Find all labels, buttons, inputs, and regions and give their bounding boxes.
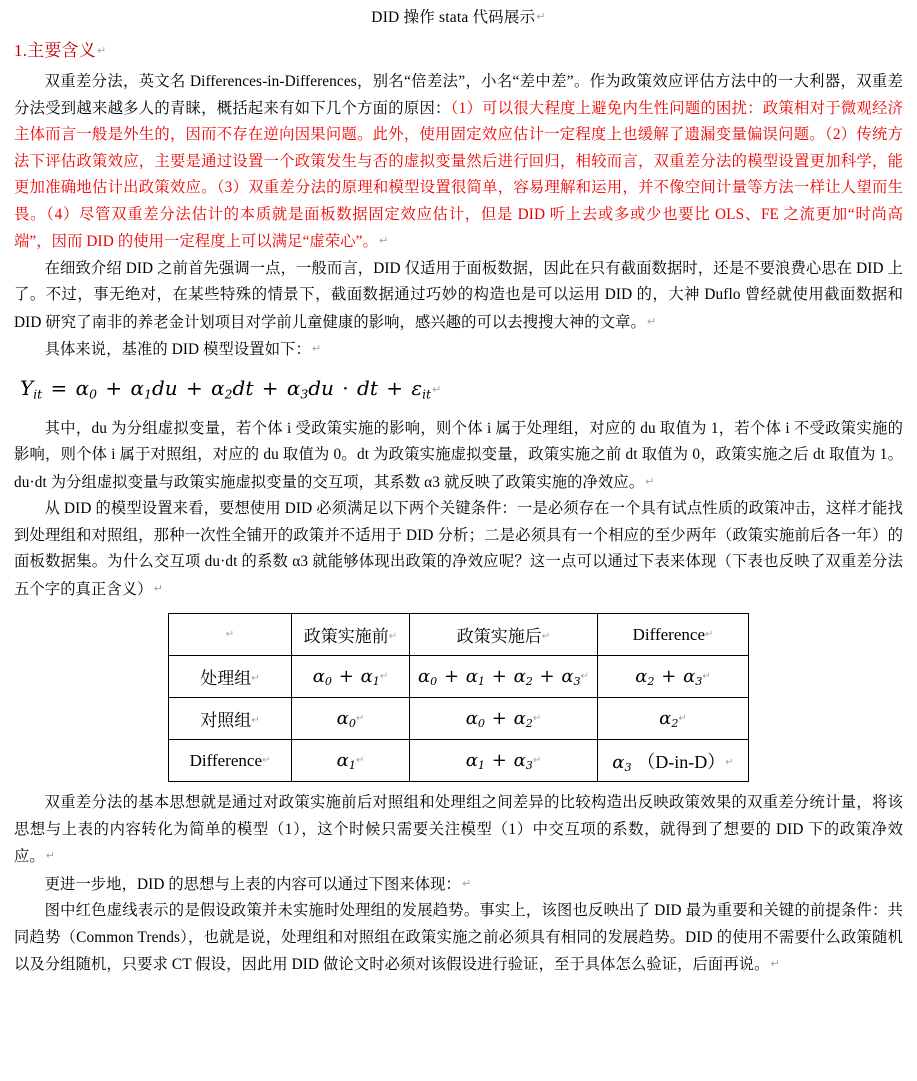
treatment-difference-expression: $\alpha_2 + \alpha_3$ bbox=[635, 665, 703, 689]
paragraph-mark-icon: ↵ bbox=[645, 474, 655, 488]
paragraph-figure-intro bbox=[14, 871, 903, 899]
paragraph-2-text: 在细致介绍 DID 之前首先强调一点，一般而言，DID 仅适用于面板数据，因此在只有截面数据时，还是不要浪费心思在 DID 上了。不过，事无绝对，在某些特殊的情景下，截面数据通过巧妙的构造也是可以运用 DID 的，大神 Duflo 曾经就使用截面数据和 DID 研究了南非的养老金计划项目对学前儿童健康的影响，感兴趣的可以去搜搜大神的文章。 bbox=[14, 259, 903, 331]
table-cell-corner-blank bbox=[169, 614, 292, 656]
table-header-difference bbox=[598, 614, 749, 656]
paragraph-mark-icon: ↵ bbox=[225, 628, 235, 640]
table-row-header bbox=[169, 614, 749, 656]
control-before-expression: $\alpha_0$ bbox=[336, 707, 356, 731]
table-cell-control-before bbox=[292, 698, 410, 740]
paragraph-variable-definitions bbox=[14, 416, 903, 497]
control-group-label: 对照组 bbox=[200, 711, 252, 731]
control-difference-expression: $\alpha_2$ bbox=[659, 707, 679, 731]
control-after-expression: $\alpha_0 + \alpha_2$ bbox=[465, 707, 533, 731]
table-cell-difference-after bbox=[410, 740, 598, 782]
paragraph-mark-icon: ↵ bbox=[702, 670, 711, 682]
paragraph-key-conditions bbox=[14, 496, 903, 603]
paragraph-mark-icon: ↵ bbox=[153, 581, 163, 595]
paragraph-5-text: 从 DID 的模型设置来看，要想使用 DID 必须满足以下两个关键条件：一是必须存在一个具有试点性质的政策冲击，这样才能找到处理组和对照组，那种一次性全铺开的政策并不适用于 DID 分析；二是必须具有一个相应的至少两年（政策实施前后各一年）的面板数据集。为什么交互项 du·dt 的系数 α3 就能够体现出政策的净效应呢？这一点可以通过下表来体现（下表也反映了双重差分法五个字的真正含义） bbox=[14, 500, 903, 598]
paragraph-mark-icon: ↵ bbox=[261, 754, 271, 766]
din-d-note: （D-in-D） bbox=[637, 751, 726, 772]
paragraph-mark-icon: ↵ bbox=[704, 628, 714, 640]
table-header-after-policy bbox=[410, 614, 598, 656]
formula-expression: $Y_{it} = \alpha_0 + \alpha_1du + \alpha_2dt + \alpha_3du$ · dt + $\varepsilon_{it}$ bbox=[20, 375, 432, 401]
difference-before-expression: $\alpha_1$ bbox=[336, 749, 356, 773]
paragraph-mark-icon: ↵ bbox=[311, 342, 322, 355]
treatment-group-label: 处理组 bbox=[200, 669, 252, 689]
paragraph-mark-icon: ↵ bbox=[45, 849, 56, 863]
paragraph-4-text: 其中，du 为分组虚拟变量，若个体 i 受政策实施的影响，则个体 i 属于处理组，对应的 du 取值为 1，若个体 i 不受政策实施的影响，则个体 i 属于对照组，对应的 du 取值为 0。dt 为政策实施虚拟变量，政策实施之前 dt 取值为 0，政策实施之后 dt 取值为 1。du·dt 为分组虚拟变量与政策实施虚拟变量的交互项，其系数 α3 就反映了政策实施的净效应。 bbox=[14, 419, 903, 491]
paragraph-mark-icon: ↵ bbox=[532, 754, 542, 766]
paragraph-mark-icon: ↵ bbox=[532, 712, 542, 724]
table-cell-did-estimate bbox=[598, 740, 749, 782]
table-cell-treatment-after bbox=[410, 656, 598, 698]
paragraph-mark-icon: ↵ bbox=[536, 10, 546, 23]
table-cell-difference-before bbox=[292, 740, 410, 782]
table-cell-treatment-before bbox=[292, 656, 410, 698]
did-estimate-expression: $\alpha_3$ （D-in-D） bbox=[612, 751, 726, 775]
difference-after-expression: $\alpha_1 + \alpha_3$ bbox=[465, 749, 533, 773]
table-cell-treatment-difference bbox=[598, 656, 749, 698]
paragraph-mark-icon: ↵ bbox=[678, 712, 687, 724]
document-title-text: DID 操作 stata 代码展示 bbox=[371, 9, 536, 26]
paragraph-mark-icon: ↵ bbox=[251, 715, 260, 727]
table-row-treatment-group bbox=[169, 656, 749, 698]
paragraph-common-trends bbox=[14, 898, 903, 979]
table-cell-control-difference bbox=[598, 698, 749, 740]
paragraph-8-text: 图中红色虚线表示的是假设政策并未实施时处理组的发展趋势。事实上，该图也反映出了 DID 最为重要和关键的前提条件：共同趋势（Common Trends），也就是说，处理组和对照组在政策实施之前必须具有相同的发展趋势。DID 的使用不需要什么政策随机以及分组随机，只要求 CT 假设，因此用 DID 做论文时必须对该假设进行验证，至于具体怎么验证，后面再说。 bbox=[14, 902, 903, 974]
did-table-container bbox=[14, 613, 903, 782]
paragraph-model-intro bbox=[14, 336, 903, 364]
paragraph-mark-icon: ↵ bbox=[379, 670, 389, 682]
treatment-before-expression: $\alpha_0 + \alpha_1$ bbox=[312, 665, 380, 689]
paragraph-basic-idea bbox=[14, 790, 903, 871]
paragraph-mark-icon: ↵ bbox=[580, 670, 590, 682]
paragraph-mark-icon: ↵ bbox=[378, 234, 389, 247]
table-cell-control-label bbox=[169, 698, 292, 740]
table-header-before-policy bbox=[292, 614, 410, 656]
paragraph-panel-data bbox=[14, 256, 903, 337]
table-cell-difference-label bbox=[169, 740, 292, 782]
table-cell-control-after bbox=[410, 698, 598, 740]
paragraph-mark-icon: ↵ bbox=[251, 673, 260, 685]
paragraph-mark-icon: ↵ bbox=[646, 314, 657, 328]
difference-row-label: Difference bbox=[189, 750, 262, 770]
paragraph-1-red-part: （1）可以很大程度上避免内生性问题的困扰：政策相对于微观经济主体而言一般是外生的，因而不存在逆向因果问题。此外，使用固定效应估计一定程度上也缓解了遗漏变量偏误问题。（2）传统方法下评估政策效应，主要是通过设置一个政策发生与否的虚拟变量然后进行回归，相较而言，双重差分法的模型设置更加科学，能更加准确地估计出政策效应。（3）双重差分法的原理和模型设置很简单，容易理解和运用，并不像空间计量等方法一样让人望而生畏。（4）尽管双重差分法估计的本质就是面板数据固定效应估计，但是 DID 听上去或多或少也要比 OLS、FE 之流更加“时尚高端”，因而 DID 的使用一定程度上可以满足“虚荣心”。 bbox=[14, 99, 903, 250]
paragraph-7-text: 更进一步地，DID 的思想与上表的内容可以通过下图来体现： bbox=[44, 875, 461, 893]
section-heading-text: 1.主要含义 bbox=[14, 41, 96, 60]
document-title bbox=[14, 4, 903, 31]
did-model-formula bbox=[20, 374, 903, 408]
table-row-control-group bbox=[169, 698, 749, 740]
paragraph-6-text: 双重差分法的基本思想就是通过对政策实施前后对照组和处理组之间差异的比较构造出反映政策效果的双重差分统计量，将该思想与上表的内容转化为简单的模型（1），这个时候只需要关注模型（1）中交互项的系数，就得到了想要的 DID 下的政策净效应。 bbox=[14, 794, 903, 866]
section-heading bbox=[14, 37, 903, 65]
table-header-after-policy-label: 政策实施后 bbox=[456, 627, 542, 647]
table-cell-treatment-label bbox=[169, 656, 292, 698]
paragraph-mark-icon: ↵ bbox=[432, 382, 442, 396]
paragraph-mark-icon: ↵ bbox=[355, 754, 365, 766]
treatment-after-expression: $\alpha_0 + \alpha_1 + \alpha_2 + \alpha_3$ bbox=[417, 665, 581, 689]
table-header-before-policy-label: 政策实施前 bbox=[303, 627, 389, 647]
paragraph-mark-icon: ↵ bbox=[461, 876, 472, 890]
paragraph-main-meaning bbox=[14, 69, 903, 256]
paragraph-mark-icon: ↵ bbox=[541, 631, 551, 643]
table-row-difference bbox=[169, 740, 749, 782]
paragraph-1-black-part: 双重差分法，英文名 Differences-in-Differences，别名“倍差法”，小名“差中差”。作为政策效应评估方法中的一大利器，双重差分法受到越来越多人的青睐，概括起来有如下几个方面的原因： bbox=[14, 73, 903, 117]
paragraph-mark-icon: ↵ bbox=[355, 712, 365, 724]
paragraph-mark-icon: ↵ bbox=[725, 756, 734, 768]
did-2x2-table bbox=[168, 613, 749, 782]
table-header-difference-label: Difference bbox=[632, 624, 705, 644]
paragraph-mark-icon: ↵ bbox=[770, 957, 780, 971]
paragraph-3-text: 具体来说，基准的 DID 模型设置如下： bbox=[44, 341, 311, 358]
paragraph-mark-icon: ↵ bbox=[96, 44, 107, 57]
paragraph-mark-icon: ↵ bbox=[388, 631, 398, 643]
